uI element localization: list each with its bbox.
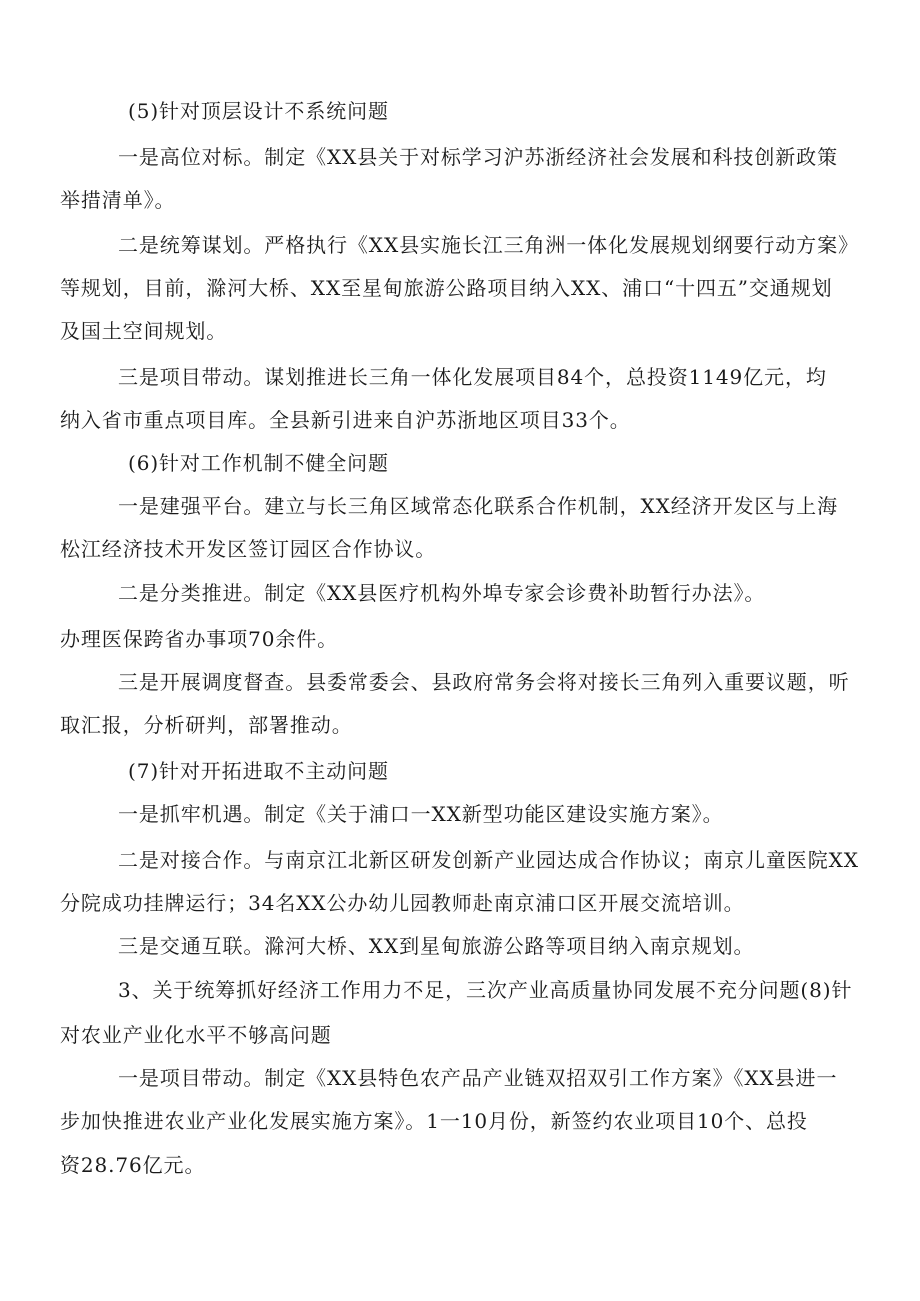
paragraph-line: 举措清单》。 [60,188,176,212]
paragraph-line: 等规划，目前，滁河大桥、XX至星甸旅游公路项目纳入XX、浦口“十四五”交通规划 [60,276,833,300]
paragraph-line: 一是抓牢机遇。制定《关于浦口一XX新型功能区建设实施方案》。 [118,802,724,826]
paragraph-line: 一是项目带动。制定《XX县特色农产品产业链双招双引工作方案》《XX县进一 [118,1066,838,1090]
paragraph-line: 步加快推进农业产业化发展实施方案》。1一10月份，新签约农业项目10个、总投 [60,1109,808,1133]
paragraph-line: 纳入省市重点项目库。全县新引进来自沪苏浙地区项目33个。 [60,408,631,432]
paragraph-line: 二是分类推进。制定《XX县医疗机构外埠专家会诊费补助暂行办法》。 [118,581,766,605]
paragraph-line: 三是项目带动。谋划推进长三角一体化发展项目84个，总投资1149亿元，均 [118,365,827,389]
paragraph-line: 办理医保跨省办事项70余件。 [60,627,339,651]
paragraph-line: 分院成功挂牌运行；34名XX公办幼儿园教师赴南京浦口区开展交流培训。 [60,891,745,915]
paragraph-line: 一是建强平台。建立与长三角区域常态化联系合作机制，XX经济开发区与上海 [118,494,838,518]
paragraph-line: 三是交通互联。滁河大桥、XX到星甸旅游公路等项目纳入南京规划。 [118,934,755,958]
paragraph-line: 资28.76亿元。 [60,1153,206,1177]
paragraph-line: 对农业产业化水平不够高问题 [60,1023,332,1047]
paragraph-line: 松江经济技术开发区签订园区合作协议。 [60,537,437,561]
paragraph-line: 二是统筹谋划。严格执行《XX县实施长江三角洲一体化发展规划纲要行动方案》 [118,233,859,257]
section-heading-6: (6)针对工作机制不健全问题 [128,451,389,475]
paragraph-line: 一是高位对标。制定《XX县关于对标学习沪苏浙经济社会发展和科技创新政策 [118,145,838,169]
paragraph-line: 取汇报，分析研判，部署推动。 [60,713,353,737]
paragraph-line: 二是对接合作。与南京江北新区研发创新产业园达成合作协议；南京儿童医院XX [118,848,859,872]
paragraph-line: 及国土空间规划。 [60,319,228,343]
paragraph-line: 三是开展调度督查。县委常委会、县政府常务会将对接长三角列入重要议题，听 [118,670,850,694]
section-heading-7: (7)针对开拓进取不主动问题 [128,759,389,783]
section-heading-5: (5)针对顶层设计不系统问题 [128,99,389,123]
section-heading-3: 3、关于统筹抓好经济工作用力不足，三次产业高质量协同发展不充分问题(8)针 [118,978,853,1002]
